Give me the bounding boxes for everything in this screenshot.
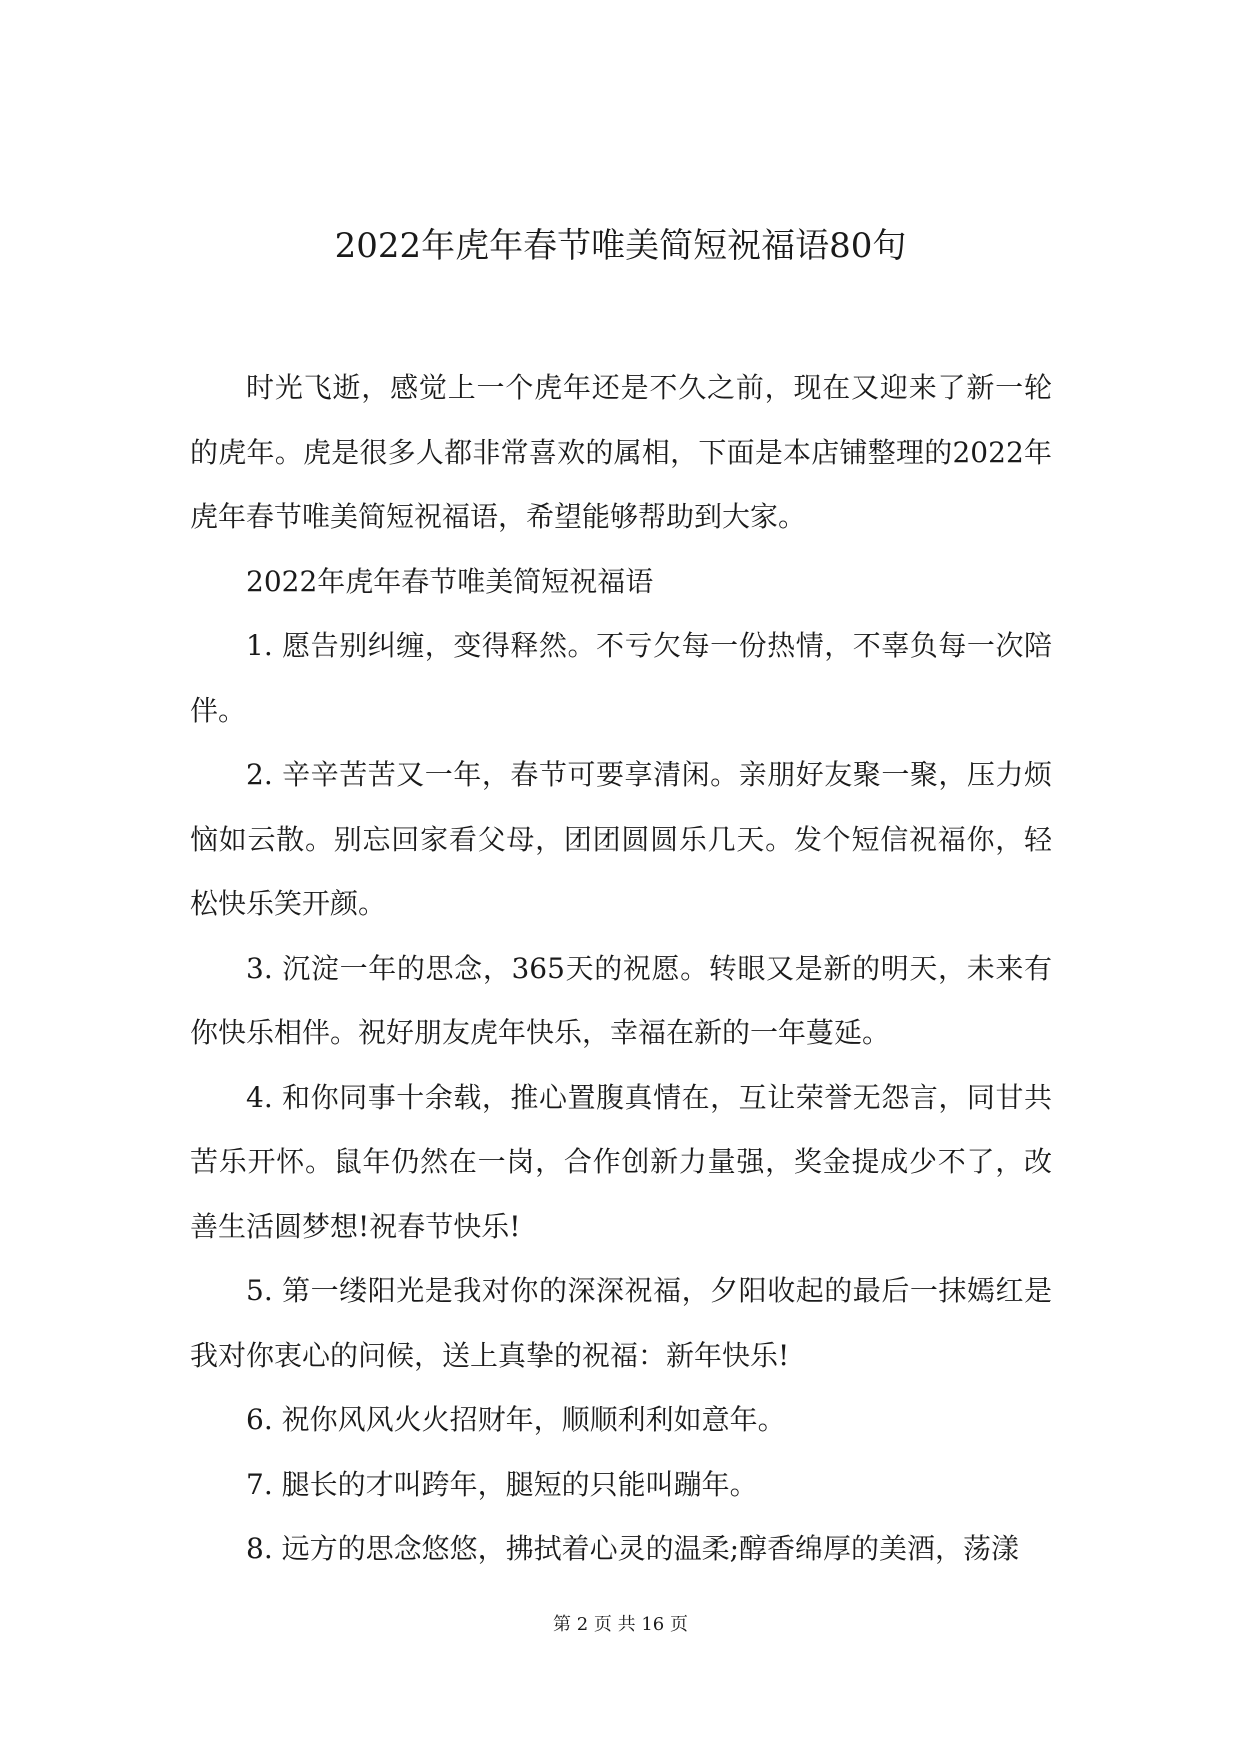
intro-paragraph: 时光飞逝，感觉上一个虎年还是不久之前，现在又迎来了新一轮的虎年。虎是很多人都非常喜欢的属相，下面是本店铺整理的2022年虎年春节唯美简短祝福语，希望能够帮助到大家。 — [190, 371, 1052, 533]
greeting-item-7: 7. 腿长的才叫跨年，腿短的只能叫蹦年。 — [246, 1467, 758, 1501]
greeting-item-1: 1. 愿告别纠缠，变得释然。不亏欠每一份热情，不辜负每一次陪伴。 — [190, 629, 1052, 727]
document-title: 2022年虎年春节唯美简短祝福语80句 — [334, 226, 907, 266]
section-heading: 2022年虎年春节唯美简短祝福语 — [246, 564, 654, 598]
document-body — [190, 356, 1052, 1582]
page-number-footer: 第 2 页 共 16 页 — [553, 1614, 688, 1635]
greeting-item-3: 3. 沉淀一年的思念，365天的祝愿。转眼又是新的明天，未来有你快乐相伴。祝好朋友虎年快乐，幸福在新的一年蔓延。 — [190, 951, 1052, 1049]
greeting-item-8: 8. 远方的思念悠悠，拂拭着心灵的温柔;醇香绵厚的美酒，荡漾 — [246, 1532, 1020, 1565]
greeting-item-4: 4. 和你同事十余载，推心置腹真情在，互让荣誉无怨言，同甘共苦乐开怀。鼠年仍然在一岗，合作创新力量强，奖金提成少不了，改善生活圆梦想!祝春节快乐! — [190, 1080, 1052, 1243]
greeting-item-5: 5. 第一缕阳光是我对你的深深祝福，夕阳收起的最后一抹嫣红是我对你衷心的问候，送上真挚的祝福：新年快乐! — [190, 1274, 1052, 1372]
greeting-item-6: 6. 祝你风风火火招财年，顺顺利利如意年。 — [246, 1403, 786, 1436]
greeting-item-2: 2. 辛辛苦苦又一年，春节可要享清闲。亲朋好友聚一聚，压力烦恼如云散。别忘回家看父母，团团圆圆乐几天。发个短信祝福你，轻松快乐笑开颜。 — [190, 758, 1052, 920]
